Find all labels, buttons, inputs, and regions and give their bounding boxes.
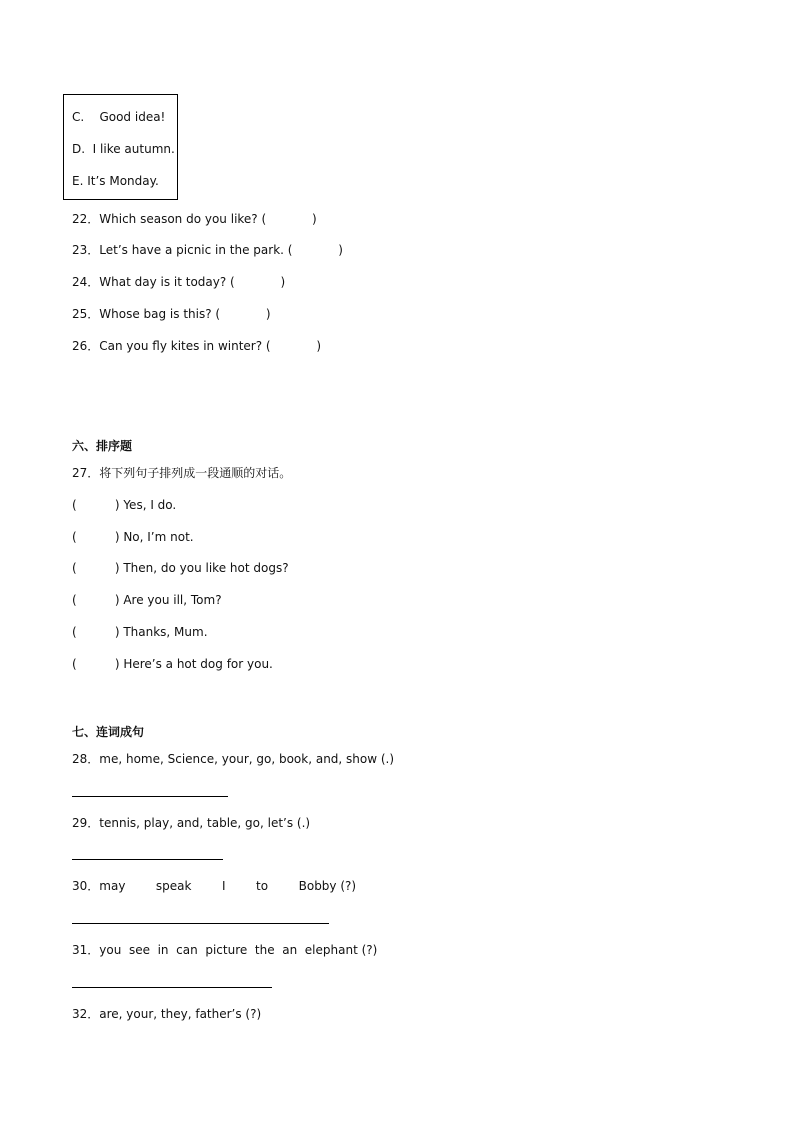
order-item: ( ) Here’s a hot dog for you. bbox=[72, 657, 273, 671]
question-26: 26．Can you fly kites in winter? ( ) bbox=[72, 339, 322, 353]
order-item: ( ) Yes, I do. bbox=[72, 498, 177, 512]
section-7-title: 七、连词成句 bbox=[72, 725, 145, 739]
answer-line-28[interactable] bbox=[72, 796, 228, 797]
question-28: 28．me, home, Science, your, go, book, and, show (.) bbox=[72, 752, 395, 766]
question-32: 32．are, your, they, father’s (?) bbox=[72, 1007, 262, 1021]
question-31: 31．you see in can picture the an elephant (?) bbox=[72, 943, 378, 957]
question-27-instruction: 27．将下列句子排列成一段通顺的对话。 bbox=[72, 466, 292, 480]
answer-line-31[interactable] bbox=[72, 987, 272, 988]
option-c: C. Good idea! bbox=[72, 110, 166, 124]
order-item: ( ) Are you ill, Tom? bbox=[72, 593, 222, 607]
section-6-title: 六、排序题 bbox=[72, 439, 133, 453]
question-29: 29．tennis, play, and, table, go, let’s (.) bbox=[72, 816, 311, 830]
answer-line-29[interactable] bbox=[72, 859, 223, 860]
question-25: 25．Whose bag is this? ( ) bbox=[72, 307, 271, 321]
question-23: 23．Let’s have a picnic in the park. ( ) bbox=[72, 243, 343, 257]
question-24: 24．What day is it today? ( ) bbox=[72, 275, 286, 289]
answer-line-30[interactable] bbox=[72, 923, 329, 924]
question-22: 22．Which season do you like? ( ) bbox=[72, 212, 317, 226]
option-d: D. I like autumn. bbox=[72, 142, 175, 156]
question-30: 30．may speak I to Bobby (?) bbox=[72, 879, 357, 893]
order-item: ( ) No, I’m not. bbox=[72, 530, 194, 544]
option-e: E. It’s Monday. bbox=[72, 174, 159, 188]
order-item: ( ) Then, do you like hot dogs? bbox=[72, 561, 289, 575]
order-item: ( ) Thanks, Mum. bbox=[72, 625, 208, 639]
